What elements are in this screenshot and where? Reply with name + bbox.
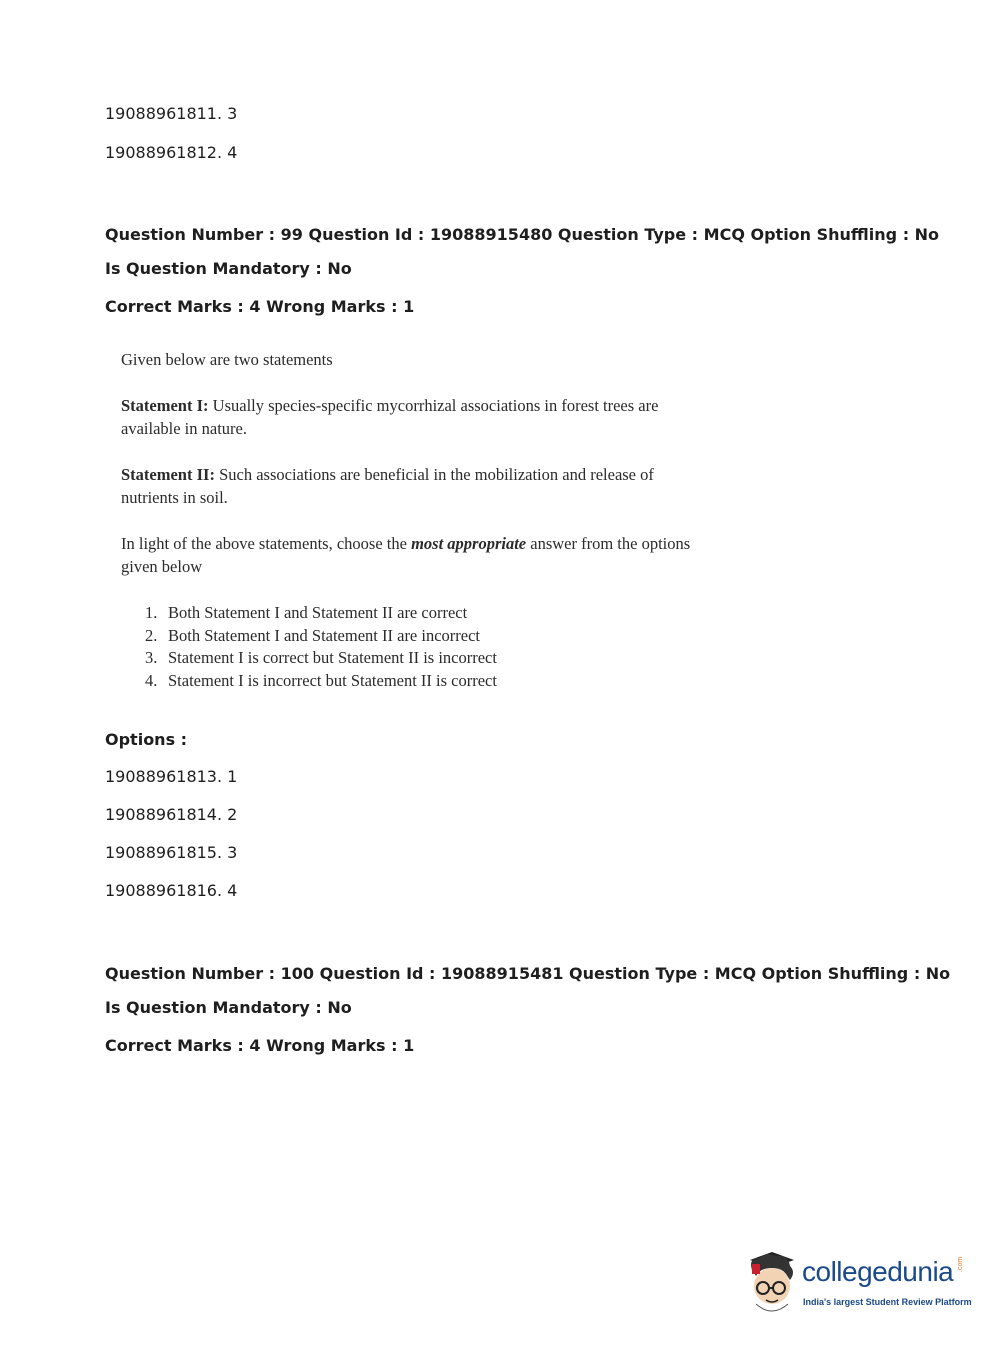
choice-number: 1. (145, 603, 158, 622)
q100-mandatory: Is Question Mandatory : No (105, 998, 352, 1017)
choice-text: Statement I is incorrect but Statement II is correct (168, 671, 497, 691)
brand-dotcom: .com (957, 1256, 964, 1272)
choice-text: Statement I is correct but Statement II is incorrect (168, 648, 497, 668)
brand-tagline: India's largest Student Review Platform (803, 1297, 972, 1307)
statement-2-text: Such associations are beneficial in the mobilization and release of nutrients in soil. (121, 465, 654, 507)
choice-item (145, 625, 497, 648)
options-label: Options : (105, 730, 188, 749)
statement-1-text: Usually species-specific mycorrhizal associations in forest trees are available in nature. (121, 396, 659, 438)
q99-statement-2 (121, 463, 711, 509)
collegedunia-mascot-icon (742, 1250, 802, 1318)
q99-choice-list (145, 602, 497, 693)
statement-2-label: Statement II: (121, 465, 215, 484)
q99-mandatory: Is Question Mandatory : No (105, 259, 352, 278)
instruction-emphasis: most appropriate (411, 534, 527, 553)
statement-1-label: Statement I: (121, 396, 209, 415)
choice-text: Both Statement I and Statement II are correct (168, 603, 468, 622)
choice-item (145, 670, 497, 693)
prev-option-4: 19088961812. 4 (105, 143, 238, 162)
option-4: 19088961816. 4 (105, 881, 238, 900)
choice-number: 3. (145, 648, 158, 668)
q99-instruction (121, 532, 711, 578)
option-3: 19088961815. 3 (105, 843, 238, 862)
prev-option-3: 19088961811. 3 (105, 104, 238, 123)
q99-statement-1 (121, 394, 711, 440)
choice-number: 2. (145, 625, 158, 645)
instruction-text-end: answer from the options given below (121, 534, 691, 576)
option-1: 19088961813. 1 (105, 767, 238, 786)
q99-marks: Correct Marks : 4 Wrong Marks : 1 (105, 297, 415, 316)
option-2: 19088961814. 2 (105, 805, 238, 824)
q99-intro: Given below are two statements (121, 350, 333, 369)
choice-number: 4. (145, 671, 158, 691)
q100-marks: Correct Marks : 4 Wrong Marks : 1 (105, 1036, 415, 1055)
instruction-text: In light of the above statements, choose the (121, 534, 412, 553)
q99-header-line1: Question Number : 99 Question Id : 19088915480 Question Type : MCQ Option Shuffling : No (105, 225, 940, 244)
choice-item (145, 602, 497, 625)
q100-header-line1: Question Number : 100 Question Id : 19088915481 Question Type : MCQ Option Shuffling : No (105, 964, 951, 983)
brand-name: collegedunia (802, 1256, 954, 1287)
choice-text: Both Statement I and Statement II are incorrect (168, 625, 481, 645)
choice-item (145, 647, 497, 670)
q99-question-body (121, 348, 721, 578)
